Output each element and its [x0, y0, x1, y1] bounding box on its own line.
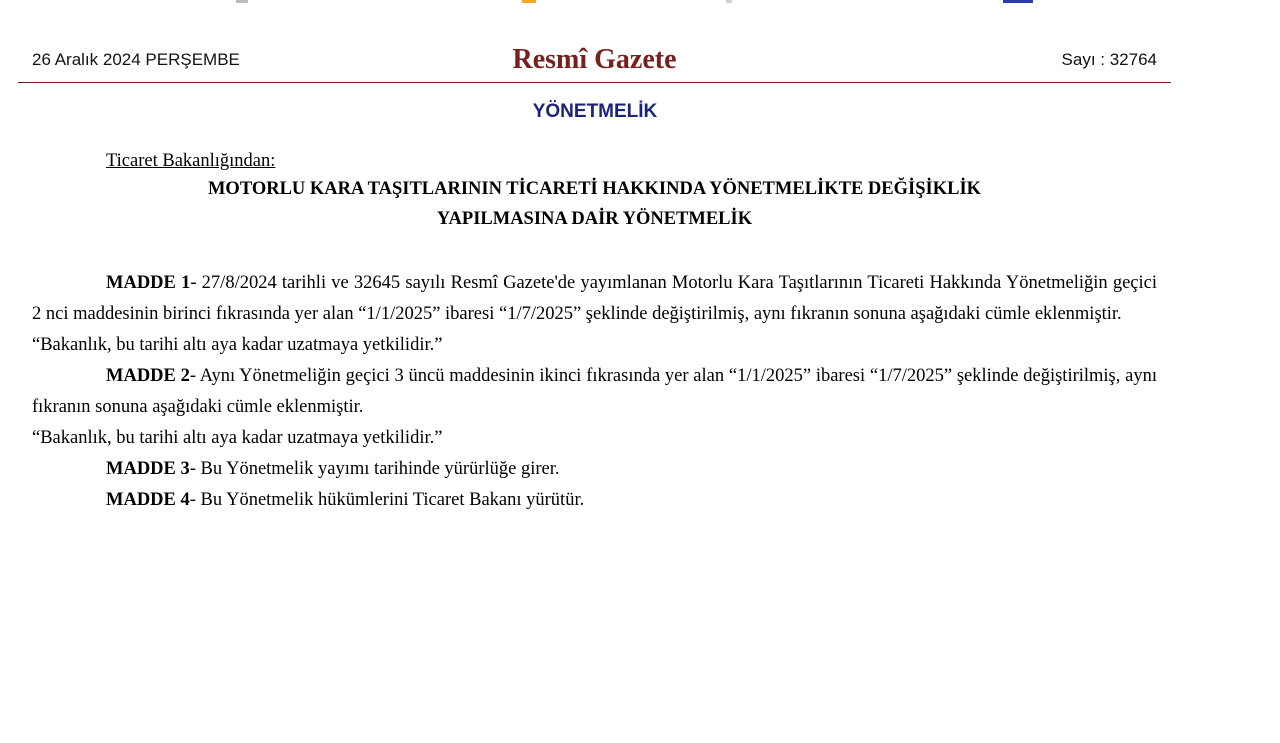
article-1-text: - 27/8/2024 tarihli ve 32645 sayılı Resmî Gazete'de yayımlanan Motorlu Kara Taşıtlarının Ticareti Hakkında Yönetmeliğin geçici 2 nci maddesinin birinci fıkrasında yer alan “1/1/2025” ibaresi “1/7/2025” şeklinde değiştirilmiş, aynı fıkranın sonuna aşağıdaki cümle eklenmiştir. [32, 273, 1157, 324]
article-2 [32, 361, 1157, 423]
article-1 [32, 268, 1157, 330]
issue-date: 26 Aralık 2024 PERŞEMBE [32, 50, 240, 69]
section-title: YÖNETMELİK [532, 101, 658, 122]
article-1-label: MADDE 1 [106, 273, 191, 293]
regulation-title-line-2: YAPILMASINA DAİR YÖNETMELİK [436, 209, 753, 229]
article-4-label: MADDE 4 [106, 490, 190, 510]
ministry-name: Ticaret Bakanlığından: [106, 151, 276, 171]
gazette-title: Resmî Gazete [512, 44, 677, 75]
strip-mark-gray-2 [726, 0, 732, 3]
article-3-label: MADDE 3 [106, 459, 190, 479]
article-3 [32, 454, 1157, 485]
issue-number: Sayı : 32764 [1061, 50, 1157, 69]
article-2-added-sentence: “Bakanlık, bu tarihi altı aya kadar uzatmaya yetkilidir.” [32, 428, 443, 448]
article-4 [32, 485, 1157, 516]
strip-mark-orange [522, 0, 536, 3]
strip-mark-gray [236, 0, 248, 3]
regulation-title-line-1: MOTORLU KARA TAŞITLARININ TİCARETİ HAKKINDA YÖNETMELİKTE DEĞİŞİKLİK [207, 179, 982, 199]
top-strip [0, 0, 1280, 4]
strip-mark-blue [1003, 0, 1033, 3]
article-2-label: MADDE 2 [106, 366, 190, 386]
article-3-text: - Bu Yönetmelik yayımı tarihinde yürürlüğe girer. [189, 459, 560, 479]
regulation-title [32, 174, 1157, 234]
gazette-header [18, 40, 1171, 83]
article-2-text: - Aynı Yönetmeliğin geçici 3 üncü maddesinin ikinci fıkrasında yer alan “1/1/2025” ibaresi “1/7/2025” şeklinde değiştirilmiş, aynı fıkranın sonuna aşağıdaki cümle eklenmiştir. [32, 366, 1157, 417]
article-1-added-sentence: “Bakanlık, bu tarihi altı aya kadar uzatmaya yetkilidir.” [32, 335, 443, 355]
document-body [32, 148, 1157, 516]
article-4-text: - Bu Yönetmelik hükümlerini Ticaret Bakanı yürütür. [189, 490, 585, 510]
